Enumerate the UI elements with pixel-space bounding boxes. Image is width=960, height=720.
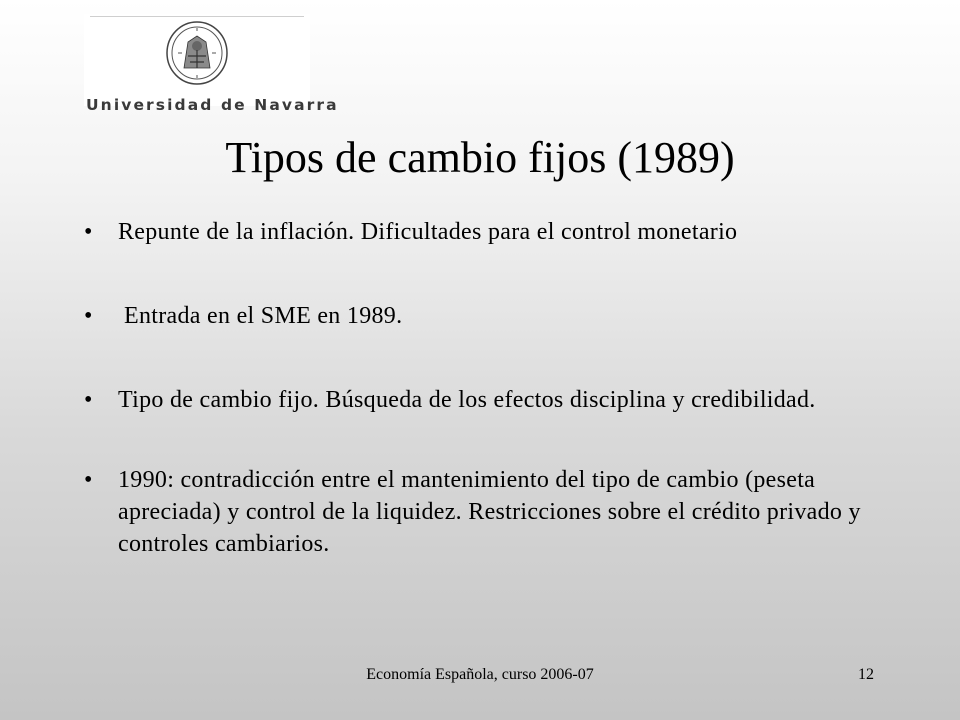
logo-divider <box>90 16 304 17</box>
slide-title: Tipos de cambio fijos (1989) <box>225 133 735 182</box>
bullet-icon: • <box>84 219 93 245</box>
university-seal-icon <box>164 20 230 86</box>
bullet-item <box>84 464 884 560</box>
bullet-text: Entrada en el SME en 1989. <box>124 303 403 329</box>
bullet-item <box>84 300 884 332</box>
footer-text: Economía Española, curso 2006-07 <box>366 666 594 683</box>
page-number: 12 <box>858 666 874 683</box>
bullet-text: Tipo de cambio fijo. Búsqueda de los efectos disciplina y credibilidad. <box>118 387 816 413</box>
logo-text: Universidad de Navarra <box>86 96 339 114</box>
bullet-text: Repunte de la inflación. Dificultades para el control monetario <box>118 219 738 245</box>
bullet-text: 1990: contradicción entre el mantenimiento del tipo de cambio (peseta apreciada) y control de la liquidez. Restricciones sobre el crédito privado y controles cambiarios. <box>118 467 861 557</box>
bullet-item <box>84 216 884 248</box>
bullet-icon: • <box>84 303 93 329</box>
bullet-icon: • <box>84 467 93 493</box>
bullet-list <box>84 216 884 560</box>
bullet-item <box>84 384 884 416</box>
university-logo <box>84 14 339 114</box>
bullet-icon: • <box>84 387 93 413</box>
